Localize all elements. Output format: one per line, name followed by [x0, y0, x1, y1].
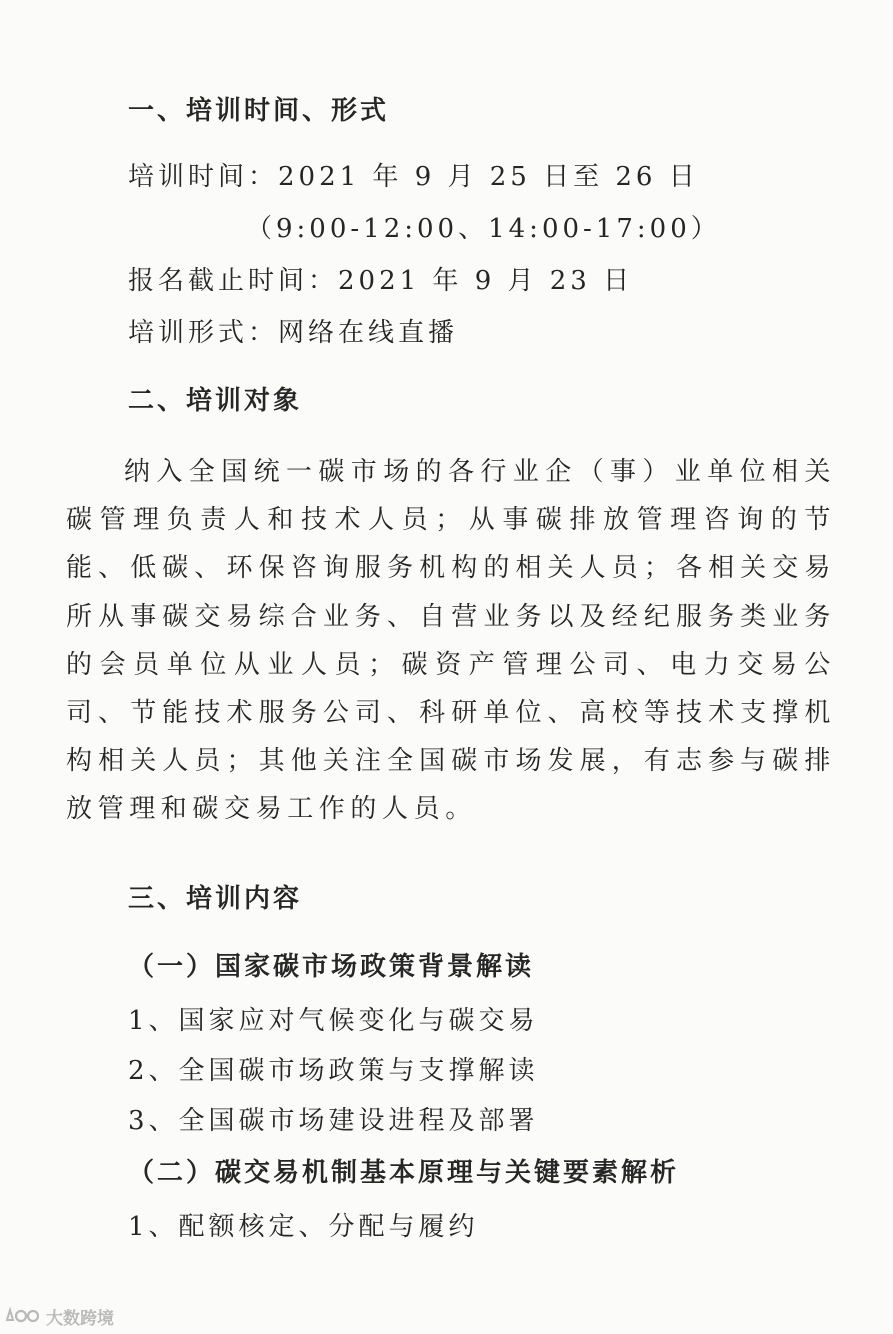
subsection-title-policy: （一）国家碳市场政策背景解读	[128, 952, 535, 982]
list-item: 2、全国碳市场政策与支撑解读	[128, 1056, 539, 1086]
training-time-text: 培训时间：2021 年 9 月 25 日至 26 日	[128, 162, 699, 192]
section-heading-training-target: 二、培训对象	[128, 386, 303, 416]
list-item: 1、国家应对气候变化与碳交易	[128, 1006, 539, 1036]
watermark	[4, 1304, 114, 1328]
training-hours-text: （9:00-12:00、14:00-17:00）	[246, 214, 721, 244]
watermark-text: 大数跨境	[46, 1308, 114, 1329]
training-format-text: 培训形式：网络在线直播	[128, 318, 459, 348]
subsection-title-mechanism: （二）碳交易机制基本原理与关键要素解析	[128, 1158, 680, 1188]
brand-logo-icon	[4, 1306, 42, 1326]
list-item: 1、配额核定、分配与履约	[128, 1212, 479, 1242]
registration-deadline-text: 报名截止时间：2021 年 9 月 23 日	[128, 266, 634, 296]
training-target-paragraph: 纳入全国统一碳市场的各行业企（事）业单位相关碳管理负责人和技术人员；从事碳排放管理咨询的节能、低碳、环保咨询服务机构的相关人员；各相关交易所从事碳交易综合业务、自营业务以及经纪服务类业务的会员单位从业人员；碳资产管理公司、电力交易公司、节能技术服务公司、科研单位、高校等技术支撑机构相关人员；其他关注全国碳市场发展，有志参与碳排放管理和碳交易工作的人员。	[66, 457, 836, 825]
list-item: 3、全国碳市场建设进程及部署	[128, 1106, 539, 1136]
section-heading-training-time: 一、培训时间、形式	[128, 96, 390, 126]
section-heading-training-content: 三、培训内容	[128, 884, 303, 914]
